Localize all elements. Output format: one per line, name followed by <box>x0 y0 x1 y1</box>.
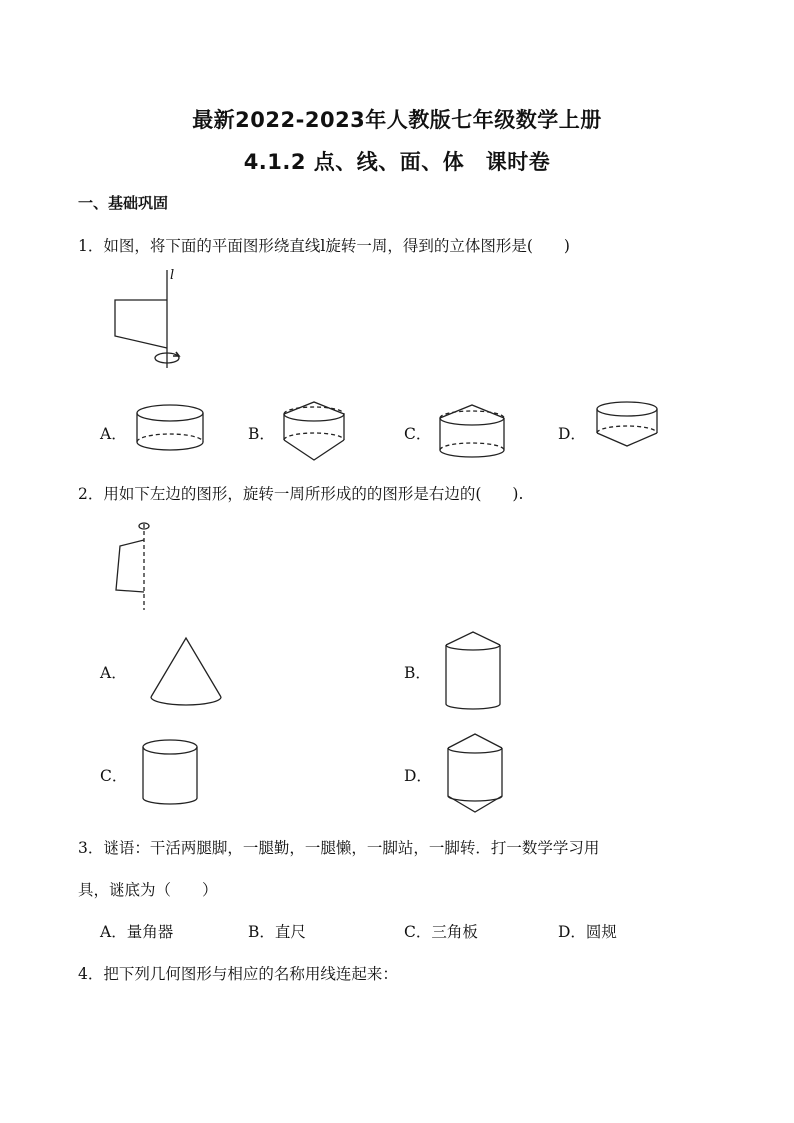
q1-option-b-label: B． <box>248 425 275 443</box>
q1-option-b-double-cone-cylinder <box>280 400 350 465</box>
question-3-text-line2: 具，谜底为（ ） <box>78 881 218 899</box>
question-3-text-line1: 3．谜语：干活两腿脚，一腿勤，一腿懒，一脚站，一脚转．打一数学学习用 <box>78 839 600 857</box>
q2-option-c-cylinder <box>140 738 205 810</box>
page-subtitle: 4.1.2 点、线、面、体 课时卷 <box>243 150 551 174</box>
q2-option-d-double-cone-cylinder <box>444 732 514 817</box>
q3-option-a: A．量角器 <box>100 923 174 941</box>
q2-option-a-label: A． <box>100 664 127 682</box>
question-1-text: 1．如图，将下面的平面图形绕直线l旋转一周，得到的立体图形是( ) <box>78 237 570 255</box>
q1-option-d-cylinder-cone <box>595 400 665 455</box>
question-4-text: 4．把下列几何图形与相应的名称用线连起来： <box>78 965 398 983</box>
q1-option-a-cylinder <box>133 403 213 463</box>
question-2-text: 2．用如下左边的图形，旋转一周所形成的的图形是右边的( ). <box>78 485 524 503</box>
q2-option-c-label: C． <box>100 767 128 785</box>
q3-option-d: D．圆规 <box>558 923 617 941</box>
q2-option-b-label: B． <box>404 664 431 682</box>
section-heading: 一、基础巩固 <box>78 194 169 212</box>
q2-option-b-cone-cylinder <box>442 630 512 712</box>
q1-option-d-label: D． <box>558 425 586 443</box>
q3-option-b: B．直尺 <box>248 923 306 941</box>
q1-figure-trapezoid-axis <box>110 268 200 378</box>
q2-option-a-cone <box>148 635 228 710</box>
q3-option-c: C．三角板 <box>404 923 478 941</box>
q2-figure-trapezoid-axis <box>110 518 160 613</box>
q2-option-d-label: D． <box>404 767 432 785</box>
q1-option-a-label: A． <box>100 425 127 443</box>
q1-option-c-label: C． <box>404 425 432 443</box>
q1-option-c-cone-cylinder <box>436 402 511 462</box>
page-title: 最新2022-2023年人教版七年级数学上册 <box>192 108 602 132</box>
axis-label: l <box>170 268 175 283</box>
